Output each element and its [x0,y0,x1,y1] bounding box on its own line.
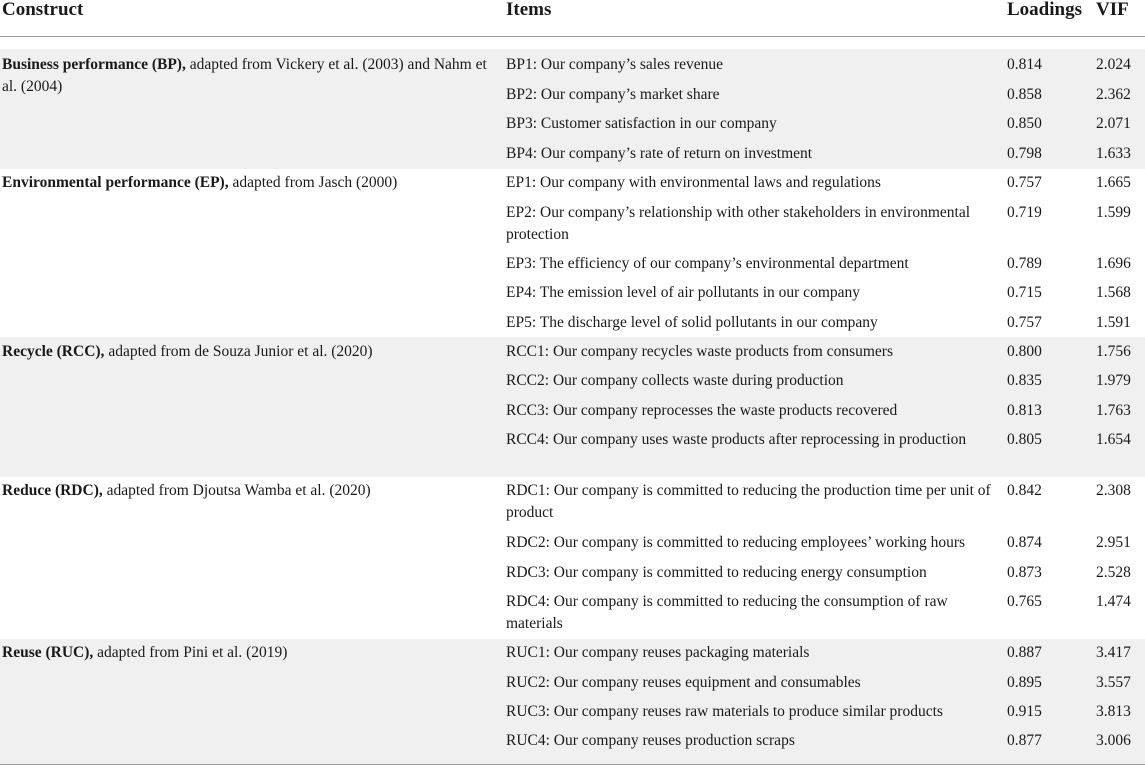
loading-cell: 0.719 [1007,204,1042,221]
loading-cell: 0.835 [1007,372,1042,389]
construct-cell [2,480,492,502]
item-cell: RCC3: Our company reprocesses the waste products recovered [506,402,898,419]
construct-name: Reduce (RDC), [2,482,103,499]
construct-cell [2,642,492,664]
construct-source: adapted from Pini et al. (2019) [93,644,288,661]
construct-source: adapted from Vickery et al. (2003) and Nahm et al. (2004) [2,56,487,95]
header-construct: Construct [2,0,84,20]
table-header [0,0,1145,37]
item-cell: BP2: Our company’s market share [506,86,720,103]
item-cell: RUC2: Our company reuses equipment and consumables [506,674,861,691]
vif-cell: 2.362 [1096,86,1131,103]
vif-cell: 1.633 [1096,145,1131,162]
vif-cell: 1.979 [1096,372,1131,389]
item-cell: RDC4: Our company is committed to reducing the consumption of raw materials [506,593,948,632]
vif-cell: 3.557 [1096,674,1131,691]
vif-cell: 3.813 [1096,703,1131,720]
item-cell: RDC3: Our company is committed to reducing energy consumption [506,564,927,581]
header-loadings: Loadings [1007,0,1082,20]
vif-cell: 2.528 [1096,564,1131,581]
loading-cell: 0.813 [1007,402,1042,419]
vif-cell: 1.696 [1096,255,1131,272]
vif-cell: 2.308 [1096,482,1131,499]
vif-cell: 1.568 [1096,284,1131,301]
vif-cell: 3.417 [1096,644,1131,661]
vif-cell: 1.654 [1096,431,1131,448]
loading-cell: 0.715 [1007,284,1042,301]
loading-cell: 0.789 [1007,255,1042,272]
item-cell: EP3: The efficiency of our company’s environmental department [506,255,909,272]
construct-name: Environmental performance (EP), [2,174,229,191]
item-cell: EP1: Our company with environmental laws and regulations [506,174,881,191]
item-cell: RCC4: Our company uses waste products after reprocessing in production [506,431,967,448]
bottom-rule [0,764,1145,765]
loading-cell: 0.873 [1007,564,1042,581]
item-cell: EP5: The discharge level of solid pollutants in our company [506,314,878,331]
construct-cell [2,172,492,194]
construct-source: adapted from Jasch (2000) [228,174,398,191]
loading-cell: 0.874 [1007,534,1042,551]
loading-cell: 0.850 [1007,115,1042,132]
loading-cell: 0.858 [1007,86,1042,103]
item-cell: RUC3: Our company reuses raw materials to produce similar products [506,703,943,720]
construct-cell [2,54,492,98]
loading-cell: 0.765 [1007,593,1042,610]
construct-name: Recycle (RCC), [2,343,105,360]
item-cell: RDC1: Our company is committed to reducing the production time per unit of product [506,482,991,521]
construct-source: adapted from de Souza Junior et al. (2020) [104,343,373,360]
loading-cell: 0.915 [1007,703,1042,720]
vif-cell: 2.024 [1096,56,1131,73]
item-cell: EP4: The emission level of air pollutants in our company [506,284,861,301]
loading-cell: 0.757 [1007,174,1042,191]
vif-cell: 1.665 [1096,174,1131,191]
loading-cell: 0.805 [1007,431,1042,448]
header-vif: VIF [1096,0,1129,20]
item-cell: BP1: Our company’s sales revenue [506,56,723,73]
item-cell: RCC2: Our company collects waste during production [506,372,844,389]
vif-cell: 2.951 [1096,534,1131,551]
loading-cell: 0.842 [1007,482,1042,499]
vif-cell: 1.756 [1096,343,1131,360]
loading-cell: 0.800 [1007,343,1042,360]
loading-cell: 0.877 [1007,732,1042,749]
vif-cell: 1.474 [1096,593,1131,610]
header-items: Items [506,0,552,20]
vif-cell: 1.599 [1096,204,1131,221]
construct-cell [2,341,492,363]
vif-cell: 3.006 [1096,732,1131,749]
construct-name: Reuse (RUC), [2,644,94,661]
item-cell: BP4: Our company’s rate of return on investment [506,145,813,162]
item-cell: BP3: Customer satisfaction in our company [506,115,777,132]
loading-cell: 0.798 [1007,145,1042,162]
loading-cell: 0.757 [1007,314,1042,331]
construct-name: Business performance (BP), [2,56,186,73]
loading-cell: 0.814 [1007,56,1042,73]
loading-cell: 0.887 [1007,644,1042,661]
item-cell: RUC1: Our company reuses packaging materials [506,644,810,661]
loading-cell: 0.895 [1007,674,1042,691]
vif-cell: 2.071 [1096,115,1131,132]
item-cell: RCC1: Our company recycles waste products from consumers [506,343,893,360]
vif-cell: 1.591 [1096,314,1131,331]
item-cell: RUC4: Our company reuses production scraps [506,732,795,749]
item-cell: EP2: Our company’s relationship with other stakeholders in environmental protection [506,204,971,243]
vif-cell: 1.763 [1096,402,1131,419]
construct-source: adapted from Djoutsa Wamba et al. (2020) [102,482,371,499]
item-cell: RDC2: Our company is committed to reducing employees’ working hours [506,534,966,551]
